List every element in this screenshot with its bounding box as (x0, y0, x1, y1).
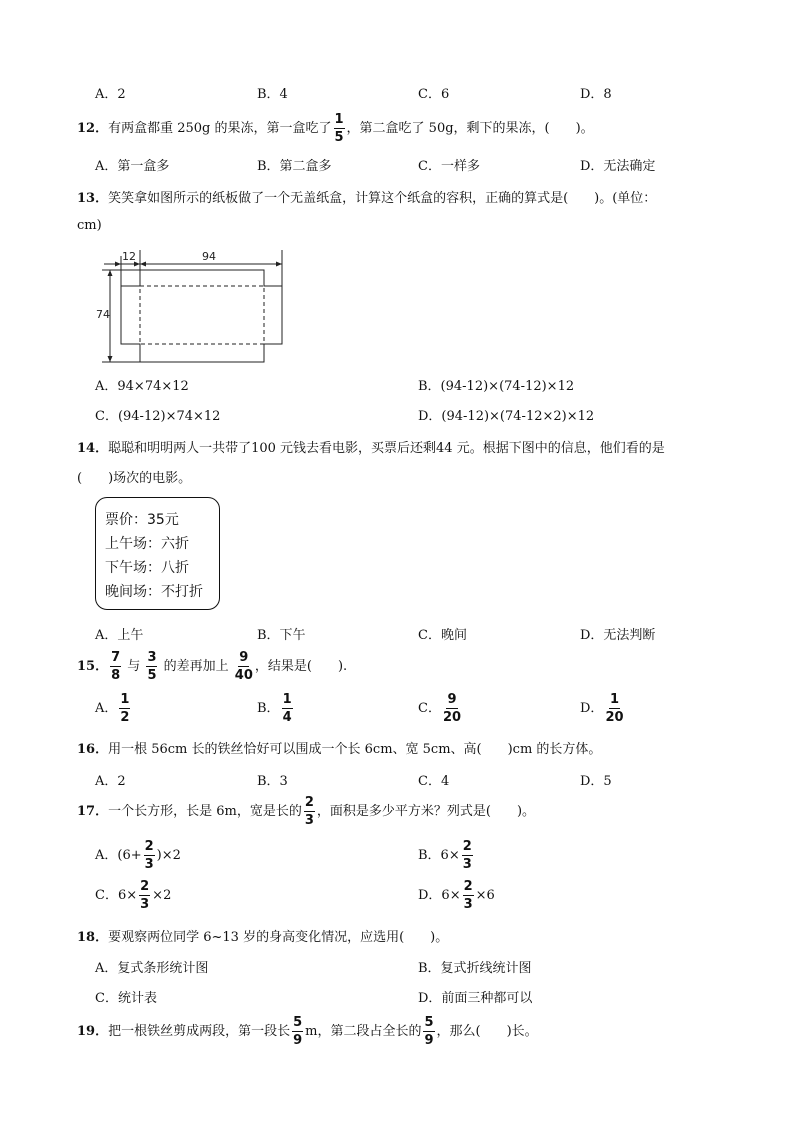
q14-stem-line-1 (77, 437, 665, 456)
q17-option-a (95, 840, 181, 871)
frac-denominator: 40 (234, 668, 253, 683)
frac-denominator: 20 (605, 710, 624, 725)
option-fraction (443, 693, 461, 724)
frac-numerator: 2 (463, 879, 473, 894)
dimension-arrows (108, 262, 283, 363)
net-fold-lines (140, 286, 264, 344)
option-label: A． (95, 701, 118, 716)
frac-denominator: 8 (111, 668, 121, 683)
frac-numerator: 1 (120, 692, 130, 707)
q19-text-3: ，那么( )长。 (436, 1024, 538, 1039)
q18-stem (77, 926, 448, 945)
frac-denominator: 20 (442, 710, 462, 725)
frac-denominator: 3 (462, 857, 472, 872)
option-label: C． (418, 701, 441, 716)
dim-left-width: 12 (122, 250, 136, 263)
frac-denominator: 5 (334, 130, 344, 145)
q16-stem (77, 738, 601, 757)
frac-denominator: 3 (140, 897, 150, 912)
frac-numerator: 9 (239, 650, 249, 665)
q16-option-a: A．2 (95, 774, 126, 789)
option-prefix: C．6× (95, 888, 138, 903)
q15-number: 15． (77, 659, 109, 674)
frac-denominator: 3 (144, 857, 154, 872)
option-suffix: )×2 (156, 848, 181, 863)
q19-text-1: 把一根铁丝剪成两段，第一段长 (108, 1024, 291, 1039)
option-prefix: D．6× (418, 888, 461, 903)
q11-option-c: C．6 (418, 87, 450, 102)
q11-option-d: D．8 (580, 87, 612, 102)
q15-option-d (580, 693, 626, 724)
q11-option-a: A．2 (95, 87, 126, 102)
q13-option-c: C．(94-12)×74×12 (95, 409, 221, 424)
frac-numerator: 7 (111, 650, 121, 665)
q17-stem (77, 796, 535, 827)
frac-denominator: 9 (293, 1033, 303, 1048)
q12-option-c: C．一样多 (418, 159, 480, 174)
frac-numerator: 5 (424, 1015, 434, 1030)
frac-denominator: 4 (282, 710, 292, 725)
q15-text-2: 的差再加上 (163, 659, 229, 674)
q12-option-b: B．第二盒多 (257, 159, 332, 174)
q13-stem-line-1 (77, 187, 656, 206)
q17-option-b (418, 840, 475, 871)
q15-option-a (95, 693, 132, 724)
q11-option-b: B．4 (257, 87, 288, 102)
frac-numerator: 2 (304, 795, 314, 810)
q16-text: 用一根 56cm 长的铁丝恰好可以围成一个长 6cm、宽 5cm、高( )cm 的长方体。 (108, 742, 602, 757)
q18-option-a: A．复式条形统计图 (95, 961, 209, 976)
afternoon-discount-line: 下午场：八折 (105, 560, 189, 576)
q13-option-b: B．(94-12)×(74-12)×12 (418, 379, 575, 394)
evening-discount-line: 晚间场：不打折 (105, 584, 203, 600)
q12-text-2: ，第二盒吃了 50g，剩下的果冻，( )。 (346, 121, 594, 136)
q19-stem (77, 1016, 538, 1047)
q14-option-c: C．晚间 (418, 628, 467, 643)
option-fraction (119, 693, 130, 724)
q14-stem-line-2: ( )场次的电影。 (77, 471, 192, 486)
q12-option-d: D．无法确定 (580, 159, 656, 174)
q13-text-1: 笑笑拿如图所示的纸板做了一个无盖纸盒，计算这个纸盒的容积，正确的算式是( )。(单位： (108, 191, 657, 206)
option-fraction (462, 840, 473, 871)
q19-text-2: m，第二段占全长的 (305, 1024, 422, 1039)
frac-denominator: 2 (120, 710, 130, 725)
q15-fraction-1 (110, 651, 121, 682)
frac-denominator: 3 (304, 813, 314, 828)
q19-fraction-1 (292, 1016, 303, 1047)
frac-numerator: 2 (140, 879, 150, 894)
q14-option-b: B．下午 (257, 628, 306, 643)
q15-fraction-2 (146, 651, 157, 682)
ticket-price-box (95, 497, 220, 610)
q17-option-d (418, 880, 495, 911)
q12-fraction (334, 113, 345, 144)
q15-option-c (418, 693, 463, 724)
option-prefix: B．6× (418, 848, 460, 863)
net-outline (121, 270, 282, 362)
q12-text-1: 有两盒都重 250g 的果冻，第一盒吃了 (108, 121, 332, 136)
q14-option-a: A．上午 (95, 628, 144, 643)
dim-height: 74 (96, 308, 110, 321)
frac-denominator: 9 (424, 1033, 434, 1048)
dim-length: 94 (202, 250, 216, 263)
q17-option-c (95, 880, 171, 911)
q16-option-b: B．3 (257, 774, 288, 789)
frac-numerator: 2 (144, 839, 154, 854)
q19-number: 19． (77, 1024, 109, 1039)
q12-number: 12． (77, 121, 109, 136)
q16-option-c: C．4 (418, 774, 450, 789)
frac-numerator: 5 (293, 1015, 303, 1030)
q13-net-diagram (96, 248, 296, 370)
frac-numerator: 1 (282, 692, 292, 707)
q12-stem (77, 113, 594, 144)
q15-option-b (257, 693, 295, 724)
frac-numerator: 9 (447, 692, 457, 707)
q17-number: 17． (77, 804, 109, 819)
morning-discount-line: 上午场：六折 (105, 536, 189, 552)
q18-text: 要观察两位同学 6~13 岁的身高变化情况，应选用( )。 (108, 930, 449, 945)
q15-stem (77, 651, 347, 682)
frac-numerator: 3 (147, 650, 157, 665)
option-fraction (139, 880, 150, 911)
q15-text-1: 与 (127, 659, 141, 674)
q18-option-d: D．前面三种都可以 (418, 991, 533, 1006)
ticket-price-line: 票价：35元 (105, 512, 179, 528)
option-suffix: ×2 (152, 888, 172, 903)
q13-stem-line-2: cm) (77, 218, 102, 233)
q14-number: 14． (77, 441, 109, 456)
option-label: B． (257, 701, 280, 716)
option-prefix: A．(6+ (95, 848, 142, 863)
q18-option-b: B．复式折线统计图 (418, 961, 532, 976)
frac-denominator: 5 (147, 668, 157, 683)
option-label: D． (580, 701, 604, 716)
q15-text-3: ，结果是( ). (254, 659, 348, 674)
q14-option-d: D．无法判断 (580, 628, 656, 643)
option-fraction (144, 840, 155, 871)
q17-fraction (304, 796, 315, 827)
frac-numerator: 1 (609, 692, 619, 707)
option-fraction (605, 693, 623, 724)
option-suffix: ×6 (475, 888, 495, 903)
q17-text-2: ，面积是多少平方米？列式是( )。 (316, 804, 536, 819)
q14-text-1: 聪聪和明明两人一共带了100 元钱去看电影，买票后还剩44 元。根据下图中的信息，他们看的是 (108, 441, 665, 456)
q12-option-a: A．第一盒多 (95, 159, 170, 174)
frac-numerator: 2 (462, 839, 472, 854)
q18-option-c: C．统计表 (95, 991, 157, 1006)
q13-number: 13． (77, 191, 109, 206)
q13-option-a: A．94×74×12 (95, 379, 189, 394)
dimension-lines (102, 250, 282, 362)
option-fraction (463, 880, 474, 911)
option-fraction (282, 693, 293, 724)
frac-denominator: 3 (463, 897, 473, 912)
frac-numerator: 1 (334, 112, 344, 127)
q13-option-d: D．(94-12)×(74-12×2)×12 (418, 409, 595, 424)
q19-fraction-2 (423, 1016, 434, 1047)
q18-number: 18． (77, 930, 109, 945)
q16-option-d: D．5 (580, 774, 612, 789)
q17-text-1: 一个长方形，长是 6m，宽是长的 (108, 804, 302, 819)
q16-number: 16． (77, 742, 109, 757)
q15-fraction-3 (235, 651, 253, 682)
